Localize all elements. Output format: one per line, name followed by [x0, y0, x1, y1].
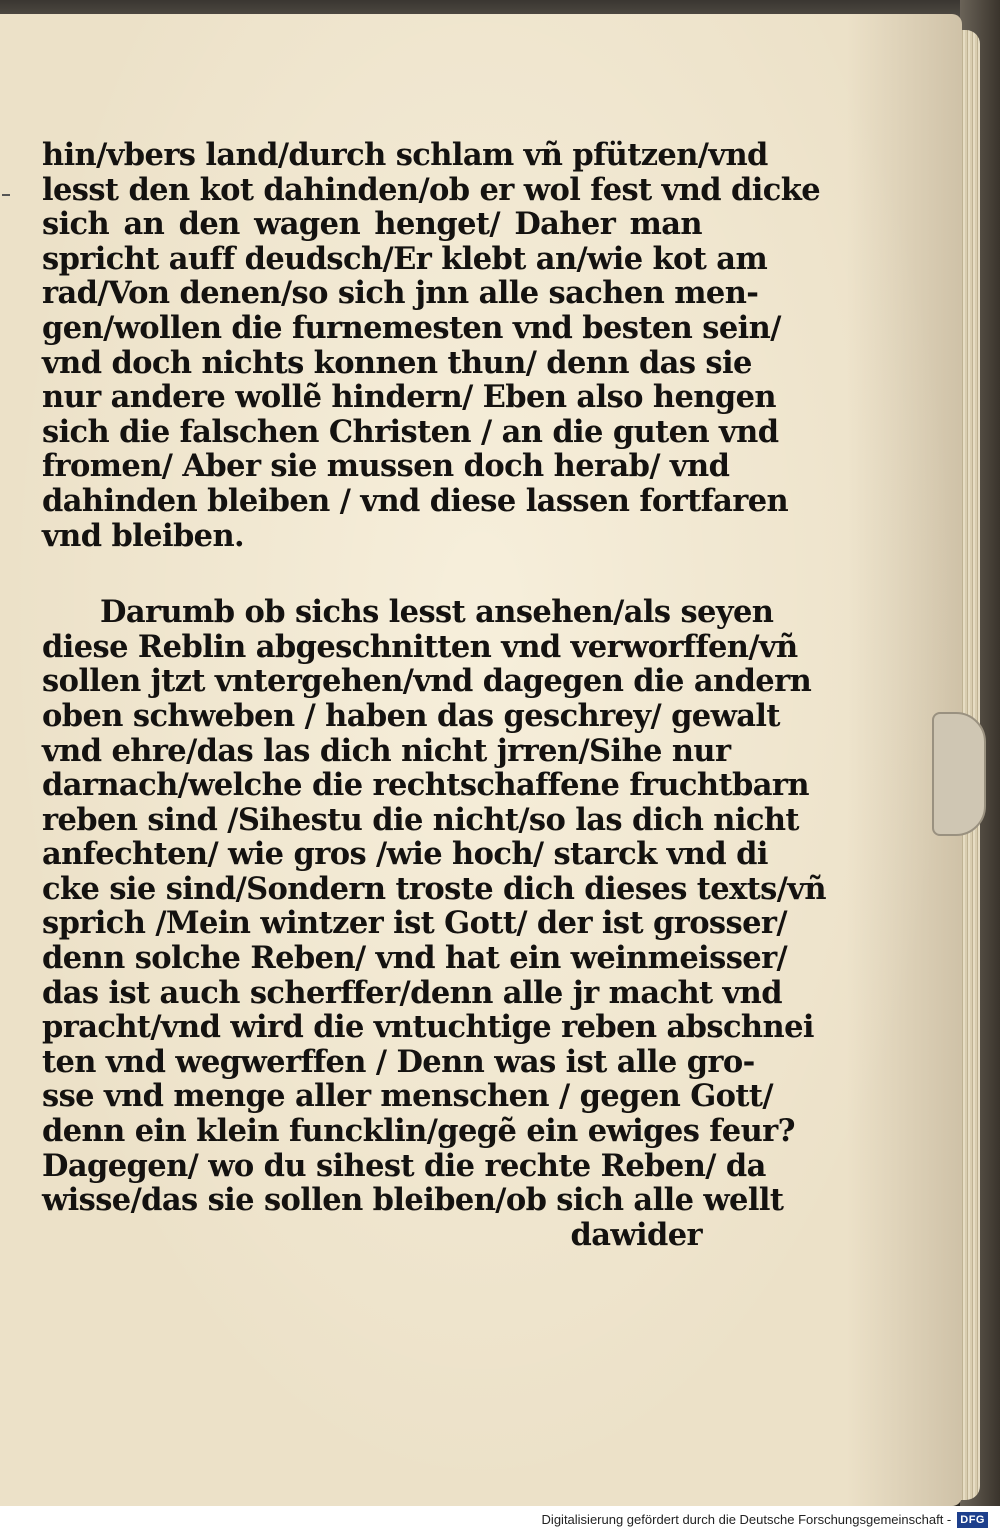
dfg-logo: DFG — [957, 1512, 988, 1528]
text-line: hin/vbers land/durch schlam vñ pfützen/vnd — [42, 137, 768, 173]
catchword: dawider — [570, 1216, 702, 1253]
page-clip — [932, 712, 986, 836]
text-line: diese Reblin abgeschnitten vnd verworffen/vñ — [42, 628, 798, 665]
text-line: nur andere wollẽ hindern/ Eben also hengen — [42, 379, 776, 416]
text-line: oben schweben / haben das geschrey/ gewalt — [42, 697, 780, 734]
paragraph-2 — [42, 594, 826, 1219]
paragraph-1 — [42, 137, 821, 554]
footer-text: Digitalisierung gefördert durch die Deutsche Forschungsgemeinschaft - — [541, 1512, 952, 1527]
digitization-footer — [542, 1510, 988, 1530]
page-text — [42, 137, 826, 1253]
text-line: Darumb ob sichs lesst ansehen/als seyen — [100, 594, 774, 631]
text-line: pracht/vnd wird die vntuchtige reben abschnei — [42, 1009, 814, 1046]
text-line: darnach/welche die rechtschaffene fruchtbarn — [42, 767, 809, 804]
text-line: denn ein klein funcklin/gegẽ ein ewiges feur? — [42, 1113, 795, 1150]
text-line: vnd ehre/das las dich nicht jrren/Sihe nur — [42, 732, 731, 769]
text-line: vnd doch nichts konnen thun/ denn das sie — [42, 344, 752, 381]
text-line: reben sind /Sihestu die nicht/so las dich nicht — [42, 801, 799, 838]
paragraph-gap — [42, 553, 702, 595]
text-line: lesst den kot dahinden/ob er wol fest vnd dicke — [42, 171, 821, 208]
text-line: wisse/das sie sollen bleiben/ob sich alle wellt — [42, 1182, 784, 1219]
text-line: anfechten/ wie gros /wie hoch/ starck vnd di — [42, 836, 768, 873]
text-line: sollen jtzt vntergehen/vnd dagegen die andern — [42, 663, 812, 700]
text-line: sprich /Mein wintzer ist Gott/ der ist grosser/ — [42, 905, 787, 942]
text-line: gen/wollen die furnemesten vnd besten sein/ — [42, 309, 781, 346]
text-line: fromen/ Aber sie mussen doch herab/ vnd — [42, 448, 730, 485]
text-line: ten vnd wegwerffen / Denn was ist alle gro- — [42, 1043, 755, 1080]
text-line: Dagegen/ wo du sihest die rechte Reben/ da — [42, 1147, 766, 1184]
text-line: vnd bleiben. — [42, 517, 245, 554]
text-line: denn solche Reben/ vnd hat ein weinmeisser/ — [42, 940, 788, 977]
text-line: dahinden bleiben / vnd diese lassen fortfaren — [42, 482, 789, 519]
margin-mark — [2, 194, 10, 196]
text-line: sich die falschen Christen / an die guten vnd — [42, 413, 779, 450]
text-line: sich an den wagen henget/ Daher man — [42, 206, 702, 243]
text-line: das ist auch scherffer/denn alle jr macht vnd — [42, 974, 782, 1011]
text-line: rad/Von denen/so sich jnn alle sachen men- — [42, 275, 759, 312]
text-line: cke sie sind/Sondern troste dich dieses texts/vñ — [42, 870, 826, 907]
text-line: spricht auff deudsch/Er klebt an/wie kot am — [42, 240, 768, 277]
text-line: sse vnd menge aller menschen / gegen Gott/ — [42, 1078, 773, 1115]
